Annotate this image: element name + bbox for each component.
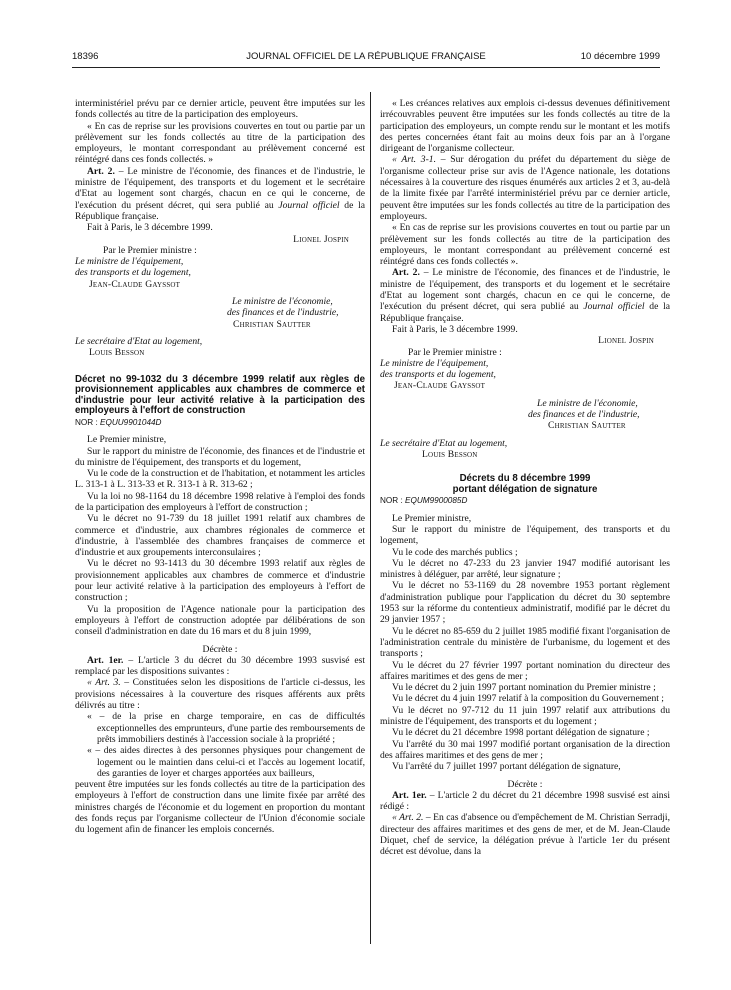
list-item: « – de la prise en charge temporaire, en cas de difficultés exceptionnelles des emprunteurs, d'une partie des remboursements de prêts immobiliers destinés à l'accession sociale à la propriété ; [87, 711, 365, 745]
article-2: Art. 2. – Le ministre de l'économie, des finances et de l'industrie, le ministre de l'équipement, des transports et du logement et le secrétaire d'Etat au logement sont chargés, chacun en ce qui le concerne, de l'exécution du présent décret, qui sera publié au Journal officiel de la République française. [75, 165, 366, 222]
nor-reference: NOR : EQUM9900085D [380, 496, 468, 506]
article-3: « Art. 3. – Constituées selon les dispositions de l'article ci-dessus, les provisions nécessaires à la couverture des risques afférents aux prêts délivrés au titre : [75, 677, 365, 712]
signatory-name: Christian Sautter [233, 318, 311, 330]
article-2-quoted: « Art. 2. – En cas d'absence ou d'empêchement de M. Christian Serradji, directeur des affaires maritimes et des gens de mer, et de M. Jean-Claude Diquet, chef de service, la délégation prévue à l'article 1er du présent décret est dévolue, dans la [380, 812, 670, 858]
paragraph: interministériel prévu par ce dernier article, peuvent être imputées sur les fonds collectés au titre de la participation des employeurs. [75, 98, 365, 121]
signature-line: Par le Premier ministre : [408, 346, 502, 358]
visa: Vu le décret no 97-712 du 11 juin 1997 relatif aux attributions du ministre de l'équipement, des transports et du logement ; [380, 704, 670, 728]
paragraph: « En cas de reprise sur les provisions couvertes en tout ou partie par un prélèvement sur les fonds collectés au titre de la participation des employeurs, le montant correspondant au prélèvement concerné est réintégré dans ces fonds collectés ». [380, 222, 670, 268]
nor-reference: NOR : EQUU9901044D [75, 417, 162, 427]
signatory-title: des transports et du logement, [380, 369, 496, 381]
paragraph: Le Premier ministre, [392, 512, 472, 524]
article-3-1: « Art. 3-1. – Sur dérogation du préfet du département du siège de l'organisme collecteur prise sur avis de l'Agence nationale, les dotations nécessaires à la couverture des risques énumérés aux articles 2 et 3, au-delà de la limite fixée par l'arrêté interministériel prévu par ce dernier article, peuvent être imputées sur les fonds collectés au titre de la participation des employeurs. [380, 154, 671, 222]
page-header [72, 51, 660, 65]
signatory-name: Jean-Claude Gayssot [89, 278, 181, 290]
article-1: Art. 1er. – L'article 2 du décret du 21 décembre 1998 susvisé est ainsi rédigé : [380, 789, 671, 813]
signatory-title: Le ministre de l'économie, [537, 397, 638, 409]
signatory-name: Louis Besson [422, 448, 478, 460]
visa: Vu l'arrêté du 30 mai 1997 modifié portant organisation de la direction des affaires maritimes et des gens de mer ; [380, 738, 670, 761]
decree-subtitle: portant délégation de signature [452, 483, 598, 495]
signatory-name: Christian Sautter [548, 420, 626, 432]
paragraph: « En cas de reprise sur les provisions couvertes en tout ou partie par un prélèvement sur les fonds collectés au titre de la participation des employeurs, le montant correspondant au prélèvement concerné est réintégré dans ces fonds collectés. » [75, 120, 365, 166]
visa: Vu le décret du 2 juin 1997 portant nomination du Premier ministre ; [392, 682, 656, 694]
list-item: « – des aides directes à des personnes physiques pour changement de logement ou le maintien dans celui-ci et l'accès au logement locatif, des garanties de loyer et charges apportées aux bailleurs, [87, 745, 365, 779]
signatory-title: Le ministre de l'économie, [232, 296, 333, 308]
right-column [380, 98, 670, 858]
visa: Vu le décret no 53-1169 du 28 novembre 1953 portant règlement d'administration publique pour l'application du décret du 30 septembre 1953 sur la réforme du contentieux administratif, modifié par le décret du 29 janvier 1957 ; [380, 580, 670, 626]
visa: Vu le décret no 47-233 du 23 janvier 1947 modifié autorisant les ministres à déléguer, par arrêté, leur signature ; [380, 557, 670, 581]
visa: Vu le code de la construction et de l'habitation, et notamment les articles L. 313-1 à L. 313-33 et R. 313-1 à R. 313-62 ; [75, 468, 365, 491]
signatory-title: des finances et de l'industrie, [528, 409, 640, 421]
signatory-title: des transports et du logement, [75, 267, 191, 279]
signatory-title: des finances et de l'industrie, [227, 307, 339, 319]
issue-date: 10 décembre 1999 [580, 51, 660, 62]
visa: Vu l'arrêté du 7 juillet 1997 portant délégation de signature, [392, 761, 621, 773]
visa: Vu le décret du 27 février 1997 portant nomination du directeur des affaires maritimes et des gens de mer ; [380, 659, 670, 682]
signatory-name: Louis Besson [89, 347, 145, 359]
decrete-heading: Décrète : [507, 778, 543, 790]
visa: Vu la proposition de l'Agence nationale pour la participation des employeurs à l'effort de construction adoptée par délibérations de son conseil d'administration en date du 16 mars et du 8 juin 1999, [75, 603, 365, 638]
journal-title: JOURNAL OFFICIEL DE LA RÉPUBLIQUE FRANÇAISE [246, 51, 486, 62]
signatory-name: Lionel Jospin [598, 335, 654, 347]
paragraph: « Les créances relatives aux emplois ci-dessus devenues définitivement irrécouvrables peuvent être imputées sur les fonds collectés au titre de la participation des employeurs, un compte rendu sur le montant et les motifs des pertes concernées étant fait au moins deux fois par an à l'organe dirigeant de l'organisme collecteur. [380, 98, 670, 155]
signatory-title: Le ministre de l'équipement, [75, 256, 184, 268]
decree-title: Décrets du 8 décembre 1999 [459, 473, 591, 485]
signature-line: Par le Premier ministre : [103, 244, 197, 256]
visa: Sur le rapport du ministre de l'équipement, des transports et du logement, [380, 523, 670, 547]
visa: Vu le décret no 85-659 du 2 juillet 1985 modifié fixant l'organisation de l'administration centrale du ministère de l'urbanisme, du logement et des transports ; [380, 625, 670, 660]
signatory-title: Le secrétaire d'Etat au logement, [75, 335, 203, 347]
visa: Sur le rapport du ministre de l'économie, des finances et de l'industrie et du ministre de l'équipement, des transports et du logement, [75, 445, 365, 468]
decrete-heading: Décrète : [202, 643, 238, 655]
left-column [75, 98, 365, 836]
paragraph: peuvent être imputées sur les fonds collectés au titre de la participation des employeurs à l'effort de construction dans une limite fixée par arrêté des ministres chargés de l'économie et du logement en proportion du montant des fonds reçus par l'organisme collecteur de l'Union d'économie sociale du logement afin de financer les emplois concernés. [75, 779, 365, 836]
signatory-name: Jean-Claude Gayssot [394, 380, 486, 392]
visa: Vu le décret du 21 décembre 1998 portant délégation de signature ; [392, 727, 650, 739]
decree-title: Décret no 99-1032 du 3 décembre 1999 relatif aux règles de provisionnement applicables aux chambres de commerce et d'industrie pour leur activité relative à la participation des employeurs à l'effort de construction [75, 373, 365, 417]
visa: Vu le décret no 93-1413 du 30 décembre 1993 relatif aux règles de provisionnement applicables aux chambres de commerce et d'industrie pour leur activité relative à la participation des employeurs à l'effort de construction ; [75, 558, 365, 604]
page-number: 18396 [72, 51, 99, 62]
signature-place-date: Fait à Paris, le 3 décembre 1999. [392, 323, 518, 335]
visa: Vu le décret du 4 juin 1997 relatif à la composition du Gouvernement ; [392, 693, 664, 705]
paragraph: Le Premier ministre, [87, 434, 167, 446]
column-divider [370, 92, 371, 944]
article-1: Art. 1er. – L'article 3 du décret du 30 décembre 1993 susvisé est remplacé par les dispositions suivantes : [75, 654, 366, 678]
header-rule [72, 67, 660, 68]
article-label: Art. 2. [87, 165, 115, 177]
visa: Vu le code des marchés publics ; [392, 546, 518, 558]
visa: Vu la loi no 98-1164 du 18 décembre 1998 relative à l'emploi des fonds de la participation des employeurs à l'effort de construction ; [75, 490, 365, 513]
signatory-title: Le ministre de l'équipement, [380, 357, 489, 369]
signatory-title: Le secrétaire d'Etat au logement, [380, 437, 508, 449]
signature-place-date: Fait à Paris, le 3 décembre 1999. [87, 222, 213, 234]
article-2: Art. 2. – Le ministre de l'économie, des finances et de l'industrie, le ministre de l'équipement, des transports et du logement et le secrétaire d'Etat au logement sont chargés, chacun en ce qui le concerne, de l'exécution du présent décret, qui sera publié au Journal officiel de la République française. [380, 267, 671, 324]
signatory-name: Lionel Jospin [293, 233, 349, 245]
visa: Vu le décret no 91-739 du 18 juillet 1991 relatif aux chambres de commerce et d'industrie, aux chambres régionales de commerce et d'industrie, à l'assemblée des chambres françaises de commerce et d'industrie et aux groupements interconsulaires ; [75, 513, 365, 559]
